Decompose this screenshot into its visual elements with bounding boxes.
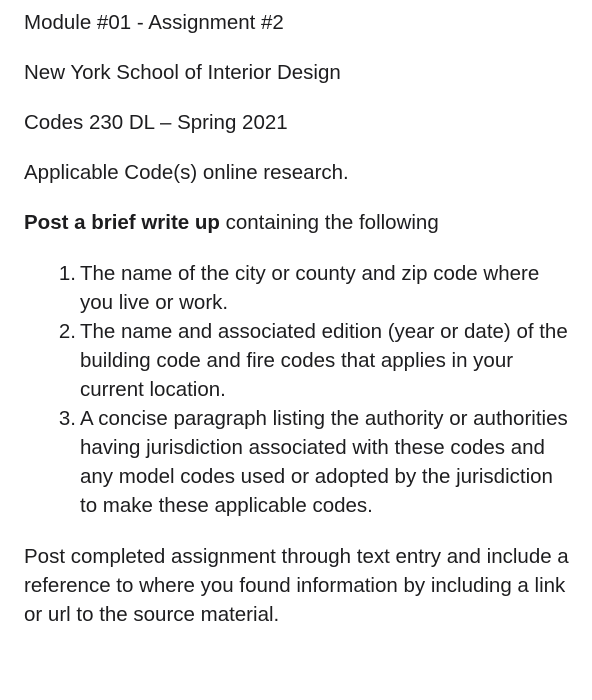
list-item-text: A concise paragraph listing the authority or authorities having jurisdiction associated with these codes and any model codes used or adopted by the jurisdiction to make these applicable codes. xyxy=(80,407,568,517)
list-item xyxy=(58,317,570,404)
list-item-number: 1. xyxy=(58,262,76,285)
course-term: Codes 230 DL – Spring 2021 xyxy=(24,111,288,134)
list-item-number: 2. xyxy=(58,320,76,343)
assignment-topic: Applicable Code(s) online research. xyxy=(24,161,349,184)
list-item-text: The name and associated edition (year or date) of the building code and fire codes that applies in your current location. xyxy=(80,320,568,401)
requirements-list xyxy=(24,259,570,520)
instruction-rest: containing the following xyxy=(219,211,439,234)
module-title: Module #01 - Assignment #2 xyxy=(24,11,284,34)
instruction-bold: Post a brief write up xyxy=(24,211,220,234)
list-item-text: The name of the city or county and zip code where you live or work. xyxy=(80,262,540,314)
list-item xyxy=(58,259,570,317)
school-name: New York School of Interior Design xyxy=(24,61,341,84)
list-item-number: 3. xyxy=(58,407,76,430)
list-item xyxy=(58,404,570,520)
instruction-line xyxy=(24,208,570,237)
closing-instructions: Post completed assignment through text entry and include a reference to where you found information by including a link or url to the source material. xyxy=(24,545,569,626)
